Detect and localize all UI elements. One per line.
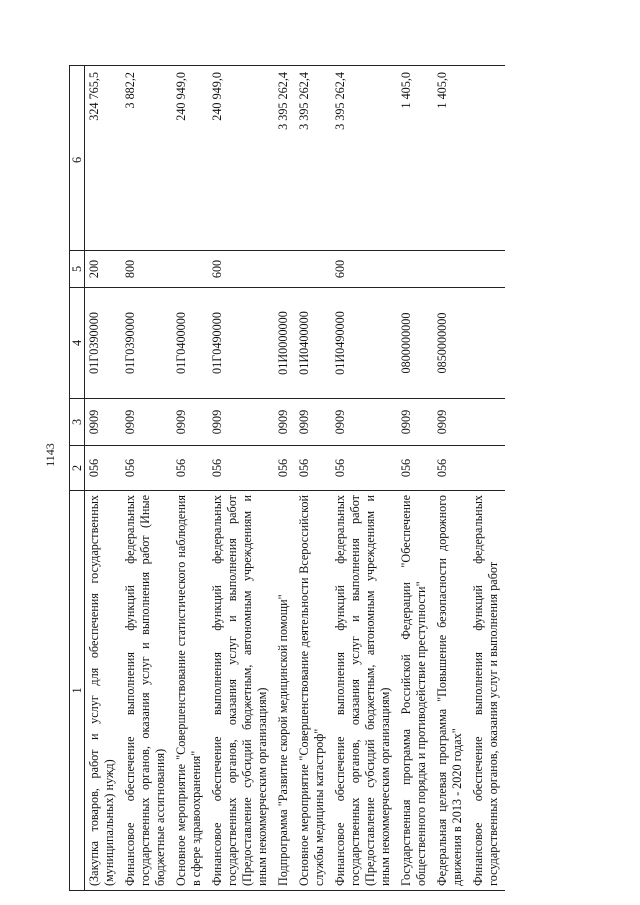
row-name (274, 491, 295, 891)
row-section (469, 399, 505, 446)
row-name-text: Финансовое обеспечение выполнения функций федеральных государственных органов, оказания услуг и выполнения работ (Предоставление субсидий бюджетным, автономным учреждениям и иным некоммерческим организациям) (333, 495, 392, 886)
row-kvr: 200 (85, 251, 122, 288)
row-name-text: Основное мероприятие "Совершенствование деятельности Всероссийской службы медицины катастроф" (297, 495, 326, 886)
row-kvr (172, 251, 208, 288)
row-name-text: Финансовое обеспечение выполнения функций федеральных государственных органов, оказания услуг и выполнения работ (Иные бюджетные ассигнования) (123, 495, 167, 886)
table-row (172, 66, 208, 891)
column-header-2: 2 (70, 446, 85, 491)
row-name-text: Федеральная целевая программа "Повышение безопасности дорожного движения в 2013 - 2020 годах" (435, 495, 464, 886)
row-code: 0850000000 (433, 288, 469, 399)
row-ved (469, 446, 505, 491)
row-sum (469, 66, 505, 251)
row-section: 0909 (295, 399, 331, 446)
row-name (469, 491, 505, 891)
row-name (85, 491, 122, 891)
budget-table (69, 65, 505, 891)
row-section: 0909 (208, 399, 274, 446)
row-code: 01Г0390000 (121, 288, 172, 399)
page-number: 1143 (43, 443, 57, 467)
row-kvr (274, 251, 295, 288)
row-name (433, 491, 469, 891)
column-header-3: 3 (70, 399, 85, 446)
row-name-text: Государственная программа Российской Федерации "Обеспечение общественного порядка и противодействие преступности" (399, 495, 428, 886)
row-section: 0909 (397, 399, 433, 446)
row-ved: 056 (295, 446, 331, 491)
row-code: 01Г0490000 (208, 288, 274, 399)
row-section: 0909 (172, 399, 208, 446)
row-code: 01И0490000 (331, 288, 397, 399)
row-name-text: Подпрограмма "Развитие скорой медицинской помощи" (276, 594, 290, 886)
column-header-4: 4 (70, 288, 85, 399)
row-sum: 1 405,0 (433, 66, 469, 251)
row-sum: 324 765,5 (85, 66, 122, 251)
row-code: 01И0400000 (295, 288, 331, 399)
row-ved: 056 (85, 446, 122, 491)
row-name (208, 491, 274, 891)
row-ved: 056 (433, 446, 469, 491)
row-section: 0909 (433, 399, 469, 446)
table-row (469, 66, 505, 891)
table-row (85, 66, 122, 891)
table-row (274, 66, 295, 891)
row-section: 0909 (331, 399, 397, 446)
row-name (121, 491, 172, 891)
table-row (208, 66, 274, 891)
table-row (433, 66, 469, 891)
row-ved: 056 (208, 446, 274, 491)
table-row (331, 66, 397, 891)
row-name-text: Основное мероприятие "Совершенствование статистического наблюдения в сфере здравоохранения" (174, 495, 203, 886)
row-kvr (433, 251, 469, 288)
row-name-text: (Закупка товаров, работ и услуг для обеспечения государственных (муниципальных) нужд) (87, 495, 116, 886)
column-header-5: 5 (70, 251, 85, 288)
row-sum: 3 395 262,4 (295, 66, 331, 251)
row-code: 01Г0400000 (172, 288, 208, 399)
column-header-1: 1 (70, 491, 85, 891)
row-sum: 3 395 262,4 (331, 66, 397, 251)
row-name (397, 491, 433, 891)
row-code: 0800000000 (397, 288, 433, 399)
row-kvr (397, 251, 433, 288)
row-section: 0909 (274, 399, 295, 446)
table-row (295, 66, 331, 891)
row-name-text: Финансовое обеспечение выполнения функций федеральных государственных органов, оказания услуг и выполнения работ (471, 495, 500, 886)
row-ved: 056 (274, 446, 295, 491)
row-sum: 240 949,0 (208, 66, 274, 251)
row-kvr: 600 (331, 251, 397, 288)
column-header-6: 6 (70, 66, 85, 251)
rotated-table-container (69, 65, 594, 891)
row-sum: 3 882,2 (121, 66, 172, 251)
row-kvr: 600 (208, 251, 274, 288)
row-sum: 1 405,0 (397, 66, 433, 251)
row-ved: 056 (397, 446, 433, 491)
table-row (397, 66, 433, 891)
row-kvr (295, 251, 331, 288)
row-kvr: 800 (121, 251, 172, 288)
table-row (121, 66, 172, 891)
row-name (295, 491, 331, 891)
row-name-text: Финансовое обеспечение выполнения функций федеральных государственных органов, оказания услуг и выполнения работ (Предоставление субсидий бюджетным, автономным учреждениям и иным некоммерческим организациям) (210, 495, 269, 886)
row-code (469, 288, 505, 399)
row-code: 01И0000000 (274, 288, 295, 399)
row-ved: 056 (121, 446, 172, 491)
row-ved: 056 (331, 446, 397, 491)
row-section: 0909 (85, 399, 122, 446)
row-ved: 056 (172, 446, 208, 491)
row-kvr (469, 251, 505, 288)
row-sum: 240 949,0 (172, 66, 208, 251)
row-section: 0909 (121, 399, 172, 446)
row-name (331, 491, 397, 891)
row-code: 01Г0390000 (85, 288, 122, 399)
row-sum: 3 395 262,4 (274, 66, 295, 251)
table-header-row (70, 66, 85, 891)
row-name (172, 491, 208, 891)
